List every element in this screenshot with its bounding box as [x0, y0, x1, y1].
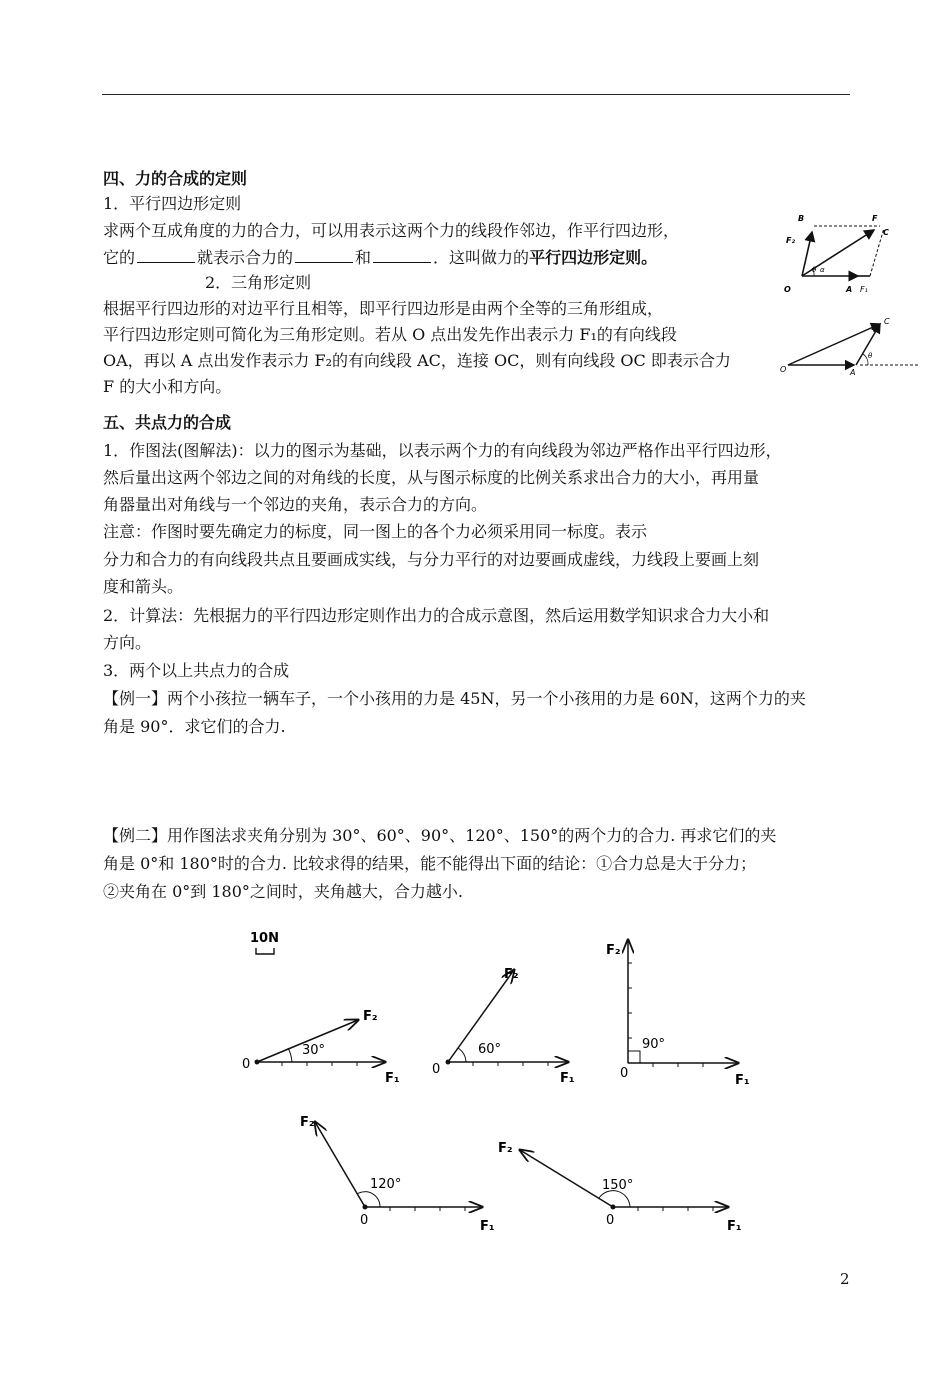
label-c: C [883, 228, 889, 237]
angle-label: 30° [302, 1043, 326, 1058]
label-f1: F₁ [860, 285, 868, 294]
diagram-90-degrees [606, 940, 750, 1088]
paragraph-line: 根据平行四边形的对边平行且相等，即平行四边形是由两个全等的三角形组成， [103, 299, 664, 318]
label-f2: F₂ [786, 236, 795, 245]
example1-line: 角是 90°．求它们的合力. [103, 717, 286, 736]
angle-label: 150° [602, 1178, 634, 1193]
f1-label: F₁ [480, 1219, 495, 1234]
angle-arc [458, 1048, 466, 1062]
angle-label: 90° [642, 1037, 666, 1052]
paragraph-line: 平行四边形定则可简化为三角形定则。若从 O 点出发先作出表示力 F₁的有向线段 [103, 325, 677, 344]
angle-arc [599, 1191, 630, 1207]
diagram-60-degrees [432, 967, 575, 1086]
f2-label: F₂ [606, 943, 621, 958]
diagram-150-degrees [498, 1141, 742, 1234]
page-number: 2 [840, 1270, 850, 1288]
origin-dot [611, 1205, 616, 1210]
label-theta: θ [812, 266, 817, 274]
paragraph-line: 注意：作图时要先确定力的标度，同一图上的各个力必须采用同一标度。表示 [103, 522, 648, 541]
origin-label: 0 [620, 1066, 629, 1081]
paragraph-line: 方向。 [103, 633, 152, 652]
label-alpha: α [820, 266, 825, 274]
origin-dot [363, 1205, 368, 1210]
angle-label: 120° [370, 1177, 402, 1192]
f2-arrow [520, 1150, 613, 1207]
origin-label: 0 [432, 1062, 441, 1077]
sub-heading-triangle-rule: 2．三角形定则 [205, 273, 312, 292]
label-o: O [780, 365, 787, 374]
paragraph-line: 度和箭头。 [103, 577, 184, 596]
origin-label: 0 [360, 1213, 369, 1228]
header-rule [102, 94, 850, 95]
label-f: F [872, 214, 878, 223]
origin-dot [255, 1060, 260, 1065]
oc-arrow [788, 324, 880, 365]
origin-label: 0 [242, 1057, 251, 1072]
f1-label: F₁ [385, 1071, 400, 1086]
paragraph-line [103, 246, 657, 269]
f1-label: F₁ [727, 1219, 742, 1234]
origin-dot [446, 1060, 451, 1065]
diagram-120-degrees [300, 1115, 495, 1234]
fill-blank [137, 246, 195, 263]
example2-line: 角是 0°和 180°时的合力. 比较求得的结果，能不能得出下面的结论：①合力总是大于分力； [103, 854, 757, 873]
label-theta: θ [868, 352, 873, 360]
force-angle-diagrams [230, 920, 790, 1240]
parallelogram-rule-figure [778, 210, 920, 300]
paragraph-line: F 的大小和方向。 [103, 377, 232, 396]
fill-blank [295, 246, 353, 263]
f2-label: F₂ [504, 967, 519, 982]
text-span: 它的 [103, 248, 136, 267]
paragraph-line: 求两个互成角度的力的合力，可以用表示这两个力的线段作邻边，作平行四边形， [103, 221, 680, 240]
scale-label: 10N [250, 931, 279, 946]
section5-heading: 五、共点力的合成 [103, 413, 232, 432]
paragraph-line: 3．两个以上共点力的合成 [103, 661, 290, 680]
angle-arc [288, 1048, 292, 1062]
label-b: B [798, 214, 805, 223]
f2-label: F₂ [498, 1141, 513, 1156]
f1-label: F₁ [735, 1073, 750, 1088]
example2-line: 【例二】用作图法求夹角分别为 30°、60°、90°、120°、150°的两个力的合力. 再求它们的夹 [103, 826, 777, 845]
paragraph-line: 然后量出这两个邻边之间的对角线的长度，从与图示标度的比例关系求出合力的大小，再用量 [103, 468, 760, 487]
text-span: 和 [355, 248, 372, 267]
label-o: O [784, 285, 791, 294]
triangle-rule-figure [778, 312, 920, 376]
fill-blank [373, 246, 431, 263]
f2-arrow [802, 232, 812, 276]
text-span: ．这叫做力的 [433, 248, 530, 267]
paragraph-line: OA，再以 A 点出发作表示力 F₂的有向线段 AC，连接 OC，则有向线段 OC 即表示合力 [103, 351, 731, 370]
label-a: A [850, 368, 856, 376]
text-span: 就表示合力的 [197, 248, 294, 267]
paragraph-line: 角器量出对角线与一个邻边的夹角，表示合力的方向。 [103, 495, 488, 514]
f2-label: F₂ [300, 1115, 315, 1130]
dashed-edge [870, 228, 884, 276]
label-a: A [846, 285, 853, 294]
f1-label: F₁ [560, 1071, 575, 1086]
diagram-30-degrees [242, 1009, 400, 1086]
label-c: C [884, 317, 890, 326]
paragraph-line: 1．作图法(图解法)：以力的图示为基础，以表示两个力的有向线段为邻边严格作出平行四边形， [103, 441, 782, 460]
bold-term: 平行四边形定则。 [529, 248, 658, 267]
angle-label: 60° [478, 1042, 502, 1057]
sub-heading-parallelogram-rule: 1．平行四边形定则 [103, 194, 242, 213]
paragraph-line: 2．计算法：先根据力的平行四边形定则作出力的合成示意图，然后运用数学知识求合力大小和 [103, 606, 770, 625]
scale-bar [256, 948, 274, 954]
right-angle-mark [628, 1051, 640, 1063]
example2-line: ②夹角在 0°到 180°之间时，夹角越大，合力越小. [103, 882, 463, 901]
section4-heading: 四、力的合成的定则 [103, 169, 248, 188]
f2-label: F₂ [363, 1009, 378, 1024]
origin-label: 0 [606, 1213, 615, 1228]
paragraph-line: 分力和合力的有向线段共点且要画成实线，与分力平行的对边要画成虚线，力线段上要画上刻 [103, 550, 760, 569]
example1-line: 【例一】两个小孩拉一辆车子，一个小孩用的力是 45N，另一个小孩用的力是 60N，这两个力的夹 [103, 689, 806, 708]
